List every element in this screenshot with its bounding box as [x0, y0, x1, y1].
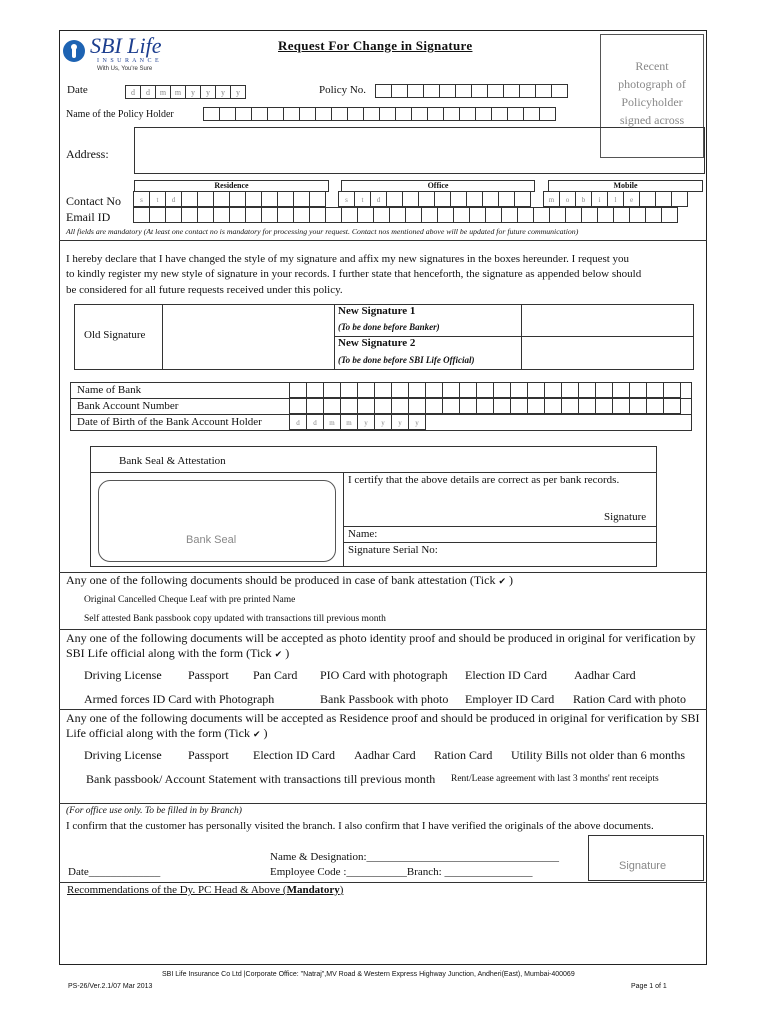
res-option-utility-bills[interactable]: Utility Bills not older than 6 months	[511, 748, 685, 762]
policy-box[interactable]	[375, 84, 392, 98]
dob-box[interactable]: m	[340, 414, 358, 430]
name-box[interactable]	[523, 107, 540, 121]
contact-label: Contact No	[66, 194, 121, 208]
dob-box[interactable]: y	[374, 414, 392, 430]
bank-name-box[interactable]	[289, 382, 307, 398]
residence-phone-box[interactable]	[181, 191, 198, 207]
new-signature-1-field[interactable]	[522, 305, 693, 336]
attest-heading-text: Any one of the following documents should be produced in case of bank attestation (Tick	[66, 573, 496, 587]
mobile-box[interactable]: o	[559, 191, 576, 207]
mobile-box[interactable]	[671, 191, 688, 207]
email-box[interactable]	[229, 207, 246, 223]
date-box[interactable]: d	[140, 85, 156, 99]
contact-input-row[interactable]	[134, 191, 688, 207]
attest-item-passbook[interactable]: Self attested Bank passbook copy updated with transactions till previous month	[84, 614, 386, 624]
signature-serial[interactable]: Signature Serial No:	[348, 544, 438, 556]
mobile-box[interactable]: i	[591, 191, 608, 207]
brand-sub: I N S U R A N C E	[97, 58, 160, 64]
policy-holder-name-input[interactable]	[204, 107, 556, 121]
residence-phone-box[interactable]	[245, 191, 262, 207]
bank-name-box[interactable]	[493, 382, 511, 398]
dob-box[interactable]: d	[289, 414, 307, 430]
email-box[interactable]	[421, 207, 438, 223]
residence-phone-box[interactable]	[277, 191, 294, 207]
bank-name-box[interactable]	[323, 382, 341, 398]
name-box[interactable]	[379, 107, 396, 121]
policy-box[interactable]	[551, 84, 568, 98]
residence-phone-box[interactable]	[197, 191, 214, 207]
spacer	[530, 191, 544, 207]
new-signature-1-note: (To be done before Banker)	[338, 322, 440, 332]
bank-account-box[interactable]	[510, 398, 528, 414]
bank-name-box[interactable]	[544, 382, 562, 398]
bank-seal-label: Bank Seal	[186, 534, 237, 546]
name-box[interactable]	[267, 107, 284, 121]
address-label: Address:	[66, 147, 109, 161]
new-signature-2-label: New Signature 2	[338, 337, 416, 349]
name-label: Name of the Policy Holder	[66, 109, 174, 120]
res-option-passport[interactable]: Passport	[188, 748, 229, 762]
id-heading-text: SBI Life official along with the form (Tick	[66, 646, 272, 660]
bank-name-box[interactable]	[391, 382, 409, 398]
id-option-pio-card[interactable]: PIO Card with photograph	[320, 668, 448, 682]
page-number: Page 1 of 1	[631, 983, 667, 990]
email-box[interactable]	[501, 207, 518, 223]
new-signature-1-label: New Signature 1	[338, 305, 416, 317]
mobile-box[interactable]: l	[607, 191, 624, 207]
bank-account-box[interactable]	[527, 398, 545, 414]
email-box[interactable]	[453, 207, 470, 223]
bank-account-box[interactable]	[459, 398, 477, 414]
res-heading-text: Life official along with the form (Tick	[66, 726, 250, 740]
policy-box[interactable]	[519, 84, 536, 98]
id-heading-1: Any one of the following documents will be accepted as photo identity proof and should be produced in original for verification by	[66, 631, 696, 645]
email-box[interactable]	[261, 207, 278, 223]
name-box[interactable]	[475, 107, 492, 121]
tick-icon: ✔	[274, 650, 283, 660]
declaration-line-1: I hereby declare that I have changed the style of my signature and affix my new signatures in the boxes hereunder. I request you	[66, 253, 630, 265]
attestation-divider	[90, 472, 657, 473]
name-box[interactable]	[203, 107, 220, 121]
res-option-election-id[interactable]: Election ID Card	[253, 748, 335, 762]
date-box[interactable]: d	[125, 85, 141, 99]
close-paren: )	[285, 646, 290, 660]
bank-name-input[interactable]	[290, 382, 681, 398]
form-number: PS-26/Ver.2.1/07 Mar 2013	[68, 983, 153, 990]
bank-account-box[interactable]	[357, 398, 375, 414]
name-box[interactable]	[395, 107, 412, 121]
date-box[interactable]: m	[170, 85, 186, 99]
old-signature-field[interactable]	[163, 305, 333, 369]
bank-name-box[interactable]	[646, 382, 664, 398]
bank-name-box[interactable]	[374, 382, 392, 398]
attestation-col-divider	[343, 472, 344, 567]
id-option-election-id[interactable]: Election ID Card	[465, 668, 547, 682]
id-option-armed-forces[interactable]: Armed forces ID Card with Photograph	[84, 692, 275, 706]
employee-code-branch-field[interactable]: Employee Code :___________Branch: ________________	[270, 866, 533, 878]
bank-seal-title: Bank Seal & Attestation	[119, 455, 226, 467]
close-paren: )	[509, 573, 514, 587]
policy-box[interactable]	[455, 84, 472, 98]
email-box[interactable]	[533, 207, 550, 223]
divider	[59, 240, 707, 241]
dob-box[interactable]: y	[357, 414, 375, 430]
date-box[interactable]: m	[155, 85, 171, 99]
email-box[interactable]	[213, 207, 230, 223]
bank-account-box[interactable]	[391, 398, 409, 414]
bank-account-input[interactable]	[290, 398, 681, 414]
mobile-box[interactable]: b	[575, 191, 592, 207]
mandatory-note: All fields are mandatory (At least one contact no is mandatory for processing your request. Contact nos mentioned above will be updated for future communication)	[66, 227, 579, 236]
office-date-field[interactable]: Date_____________	[68, 866, 161, 878]
bank-name-box[interactable]	[510, 382, 528, 398]
policy-box[interactable]	[407, 84, 424, 98]
email-box[interactable]	[181, 207, 198, 223]
res-option-driving-license[interactable]: Driving License	[84, 748, 162, 762]
bank-name-box[interactable]	[340, 382, 358, 398]
recommend-close: )	[339, 884, 344, 896]
recommendations-field[interactable]	[60, 900, 706, 963]
res-heading-2	[66, 726, 268, 741]
bank-name-box[interactable]	[425, 382, 443, 398]
attest-item-cheque[interactable]: Original Cancelled Cheque Leaf with pre printed Name	[84, 595, 296, 605]
email-box[interactable]	[341, 207, 358, 223]
logo-keyhole-stem	[72, 46, 76, 58]
name-designation-field[interactable]: Name & Designation:___________________________________	[270, 851, 560, 863]
name-box[interactable]	[299, 107, 316, 121]
email-box[interactable]	[197, 207, 214, 223]
attestation-divider	[343, 526, 657, 527]
declaration-line-2: to kindly register my new style of signature in your records. I further state that henceforth, the signature as appended below should	[66, 268, 642, 280]
name-box[interactable]	[459, 107, 476, 121]
name-box[interactable]	[315, 107, 332, 121]
date-box[interactable]: y	[215, 85, 231, 99]
policy-box[interactable]	[391, 84, 408, 98]
policy-box[interactable]	[487, 84, 504, 98]
office-phone-box[interactable]	[386, 191, 403, 207]
residence-phone-box[interactable]	[229, 191, 246, 207]
name-box[interactable]	[363, 107, 380, 121]
email-box[interactable]	[645, 207, 662, 223]
email-box[interactable]	[485, 207, 502, 223]
office-phone-box[interactable]: s	[338, 191, 355, 207]
divider	[59, 629, 707, 630]
email-box[interactable]	[437, 207, 454, 223]
tick-icon: ✔	[498, 577, 507, 587]
office-signature-box[interactable]	[588, 835, 704, 881]
id-option-passport[interactable]: Passport	[188, 668, 229, 682]
tick-icon: ✔	[252, 730, 261, 740]
bank-account-box[interactable]	[578, 398, 596, 414]
email-box[interactable]	[245, 207, 262, 223]
policy-box[interactable]	[471, 84, 488, 98]
new-signature-2-field[interactable]	[522, 337, 693, 369]
divider	[59, 803, 707, 804]
name-box[interactable]	[411, 107, 428, 121]
bank-account-box[interactable]	[408, 398, 426, 414]
name-box[interactable]	[491, 107, 508, 121]
email-box[interactable]	[389, 207, 406, 223]
bank-name-box[interactable]	[561, 382, 579, 398]
bank-account-box[interactable]	[289, 398, 307, 414]
dob-box[interactable]: d	[306, 414, 324, 430]
bank-name-box[interactable]	[408, 382, 426, 398]
name-box[interactable]	[251, 107, 268, 121]
bank-account-box[interactable]	[374, 398, 392, 414]
mobile-box[interactable]	[655, 191, 672, 207]
name-box[interactable]	[219, 107, 236, 121]
email-box[interactable]	[629, 207, 646, 223]
email-box[interactable]	[165, 207, 182, 223]
bank-account-box[interactable]	[425, 398, 443, 414]
residence-phone-box[interactable]	[309, 191, 326, 207]
bank-name-box[interactable]	[629, 382, 647, 398]
date-box[interactable]: y	[230, 85, 246, 99]
email-label: Email ID	[66, 210, 111, 224]
bank-name-box[interactable]	[442, 382, 460, 398]
bank-dob-label: Date of Birth of the Bank Account Holder	[77, 416, 262, 428]
res-option-rent-agreement[interactable]: Rent/Lease agreement with last 3 months' rent receipts	[451, 774, 659, 784]
mandatory-label: Mandatory	[286, 884, 340, 896]
office-signature-label: Signature	[619, 860, 667, 872]
residence-phone-box[interactable]	[213, 191, 230, 207]
bank-name-box[interactable]	[595, 382, 613, 398]
email-box[interactable]	[325, 207, 342, 223]
spacer	[325, 191, 339, 207]
office-confirm: I confirm that the customer has personally visited the branch. I also confirm that I have verified the originals of the above documents.	[66, 820, 654, 832]
mobile-header: Mobile	[548, 180, 703, 192]
name-box[interactable]	[331, 107, 348, 121]
address-input[interactable]	[134, 127, 705, 174]
bank-name-box[interactable]	[459, 382, 477, 398]
attestation-divider	[343, 542, 657, 543]
residence-header: Residence	[134, 180, 329, 192]
email-box[interactable]	[149, 207, 166, 223]
declaration-line-3: be considered for all future requests received under this policy.	[66, 284, 343, 296]
residence-phone-box[interactable]: s	[133, 191, 150, 207]
photo-text-1: Recent	[635, 59, 669, 73]
bank-name-box[interactable]	[306, 382, 324, 398]
bank-account-box[interactable]	[306, 398, 324, 414]
office-header: Office	[341, 180, 535, 192]
sig-col-divider	[334, 304, 335, 370]
bank-account-box[interactable]	[629, 398, 647, 414]
office-phone-box[interactable]	[466, 191, 483, 207]
email-box[interactable]	[613, 207, 630, 223]
office-phone-box[interactable]	[402, 191, 419, 207]
brand-name: SBI Life	[90, 33, 162, 58]
mobile-box[interactable]: m	[543, 191, 560, 207]
bank-name-box[interactable]	[357, 382, 375, 398]
email-box[interactable]	[581, 207, 598, 223]
bank-name-box[interactable]	[476, 382, 494, 398]
name-box[interactable]	[347, 107, 364, 121]
name-box[interactable]	[283, 107, 300, 121]
dob-box[interactable]: y	[391, 414, 409, 430]
bank-account-box[interactable]	[561, 398, 579, 414]
photo-text-3: Policyholder	[621, 95, 683, 109]
residence-phone-box[interactable]: t	[149, 191, 166, 207]
email-box[interactable]	[549, 207, 566, 223]
bank-account-box[interactable]	[663, 398, 681, 414]
office-phone-box[interactable]	[450, 191, 467, 207]
email-box[interactable]	[517, 207, 534, 223]
email-box[interactable]	[469, 207, 486, 223]
date-label: Date	[67, 84, 88, 96]
id-option-aadhar[interactable]: Aadhar Card	[574, 668, 636, 682]
recommend-text: Recommendations of the Dy. PC Head & Above (	[67, 884, 287, 896]
bank-account-box[interactable]	[442, 398, 460, 414]
office-note: (For office use only. To be filled in by Branch)	[66, 806, 242, 816]
mobile-box[interactable]	[639, 191, 656, 207]
policy-input[interactable]	[376, 84, 568, 98]
email-box[interactable]	[661, 207, 678, 223]
old-signature-label: Old Signature	[84, 329, 146, 341]
name-box[interactable]	[539, 107, 556, 121]
bank-name-box[interactable]	[578, 382, 596, 398]
office-phone-box[interactable]: t	[354, 191, 371, 207]
office-phone-box[interactable]	[498, 191, 515, 207]
dob-box[interactable]: m	[323, 414, 341, 430]
attestation-docs-heading	[66, 573, 513, 588]
new-signature-2-note: (To be done before SBI Life Official)	[338, 355, 475, 365]
name-box[interactable]	[427, 107, 444, 121]
bank-account-box[interactable]	[476, 398, 494, 414]
res-option-bank-statement[interactable]: Bank passbook/ Account Statement with transactions till previous month	[86, 772, 436, 786]
policy-box[interactable]	[535, 84, 552, 98]
email-box[interactable]	[133, 207, 150, 223]
email-box[interactable]	[293, 207, 310, 223]
id-option-driving-license[interactable]: Driving License	[84, 668, 162, 682]
bank-officer-name[interactable]: Name:	[348, 528, 378, 540]
policy-box[interactable]	[503, 84, 520, 98]
bank-name-label: Name of Bank	[77, 384, 142, 396]
office-phone-box[interactable]	[482, 191, 499, 207]
brand-tagline: With Us, You're Sure	[97, 66, 153, 72]
id-heading-2	[66, 646, 289, 661]
bank-account-box[interactable]	[493, 398, 511, 414]
name-box[interactable]	[443, 107, 460, 121]
email-box[interactable]	[405, 207, 422, 223]
photo-text-2: photograph of	[618, 77, 686, 91]
bank-account-box[interactable]	[595, 398, 613, 414]
email-box[interactable]	[309, 207, 326, 223]
mobile-box[interactable]: e	[623, 191, 640, 207]
office-phone-box[interactable]: d	[370, 191, 387, 207]
bank-account-box[interactable]	[612, 398, 630, 414]
dob-box[interactable]: y	[408, 414, 426, 430]
close-paren: )	[263, 726, 268, 740]
bank-account-label: Bank Account Number	[77, 400, 179, 412]
email-box[interactable]	[277, 207, 294, 223]
bank-signature-label[interactable]: Signature	[604, 511, 647, 523]
policy-box[interactable]	[423, 84, 440, 98]
residence-phone-box[interactable]	[261, 191, 278, 207]
bank-dob-input[interactable]	[290, 414, 426, 430]
date-input[interactable]	[126, 85, 246, 99]
bank-name-box[interactable]	[612, 382, 630, 398]
res-heading-1: Any one of the following documents will be accepted as Residence proof and should be produced in original for verification by SBI	[66, 711, 700, 725]
residence-phone-box[interactable]: d	[165, 191, 182, 207]
email-input-row[interactable]	[134, 207, 678, 223]
id-option-ration-card[interactable]: Ration Card with photo	[573, 692, 686, 706]
date-box[interactable]: y	[185, 85, 201, 99]
bank-certify-text: I certify that the above details are correct as per bank records.	[348, 474, 620, 486]
id-option-bank-passbook[interactable]: Bank Passbook with photo	[320, 692, 449, 706]
id-option-pan-card[interactable]: Pan Card	[253, 668, 298, 682]
bank-account-box[interactable]	[323, 398, 341, 414]
divider	[59, 882, 707, 883]
page-title: Request For Change in Signature	[278, 38, 473, 53]
photo-text-4: signed across	[619, 113, 685, 127]
divider	[59, 709, 707, 710]
res-option-ration-card[interactable]: Ration Card	[434, 748, 493, 762]
recommendations-heading	[67, 884, 343, 896]
office-phone-box[interactable]	[418, 191, 435, 207]
name-box[interactable]	[235, 107, 252, 121]
res-option-aadhar[interactable]: Aadhar Card	[354, 748, 416, 762]
bank-name-box[interactable]	[663, 382, 681, 398]
policy-box[interactable]	[439, 84, 456, 98]
id-option-employer-id[interactable]: Employer ID Card	[465, 692, 555, 706]
email-box[interactable]	[565, 207, 582, 223]
residence-phone-box[interactable]	[293, 191, 310, 207]
bank-account-box[interactable]	[544, 398, 562, 414]
email-box[interactable]	[357, 207, 374, 223]
policy-label: Policy No.	[319, 84, 367, 96]
email-box[interactable]	[597, 207, 614, 223]
office-phone-box[interactable]	[514, 191, 531, 207]
bank-seal-area[interactable]	[98, 480, 336, 562]
bank-account-box[interactable]	[646, 398, 664, 414]
bank-account-box[interactable]	[340, 398, 358, 414]
bank-name-box[interactable]	[527, 382, 545, 398]
footer-address: SBI Life Insurance Co Ltd |Corporate Office: "Natraj",MV Road & Western Express Highway Junction, Andheri(East), Mumbai-400069	[162, 971, 575, 978]
email-box[interactable]	[373, 207, 390, 223]
office-phone-box[interactable]	[434, 191, 451, 207]
name-box[interactable]	[507, 107, 524, 121]
date-box[interactable]: y	[200, 85, 216, 99]
